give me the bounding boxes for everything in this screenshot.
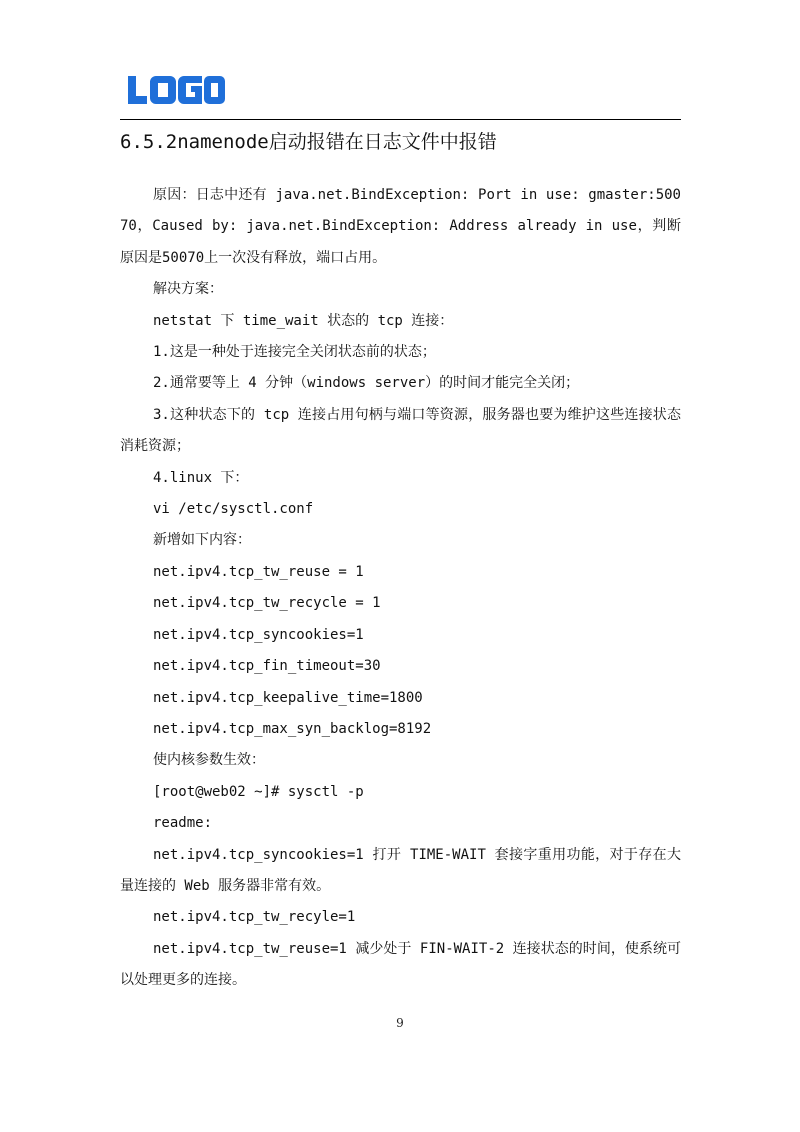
code-line: net.ipv4.tcp_syncookies=1: [153, 626, 364, 643]
section-title: 6.5.2namenode启动报错在日志文件中报错: [120, 131, 497, 153]
code-line: vi /etc/sysctl.conf: [153, 501, 314, 518]
code-line: net.ipv4.tcp_keepalive_time=1800: [153, 689, 423, 706]
paragraph: 新增如下内容：: [153, 532, 251, 549]
code-line: [root@web02 ~]# sysctl -p: [153, 783, 364, 800]
paragraph: netstat 下 time_wait 状态的 tcp 连接：: [153, 312, 454, 329]
logo: [126, 73, 226, 107]
code-line: net.ipv4.tcp_tw_reuse = 1: [153, 563, 364, 580]
code-line: net.ipv4.tcp_tw_recycle = 1: [153, 595, 381, 612]
list-item: 1.这是一种处于连接完全关闭状态前的状态；: [153, 344, 436, 361]
header-divider: [120, 119, 681, 120]
list-item: 3.这种状态下的 tcp 连接占用句柄与端口等资源，服务器也要为维护这些连接状态消耗资源；: [120, 406, 681, 455]
paragraph-solution-heading: 解决方案：: [153, 281, 223, 298]
paragraph: net.ipv4.tcp_tw_reuse=1 减少处于 FIN-WAIT-2 连接状态的时间，使系统可以处理更多的连接。: [120, 940, 681, 989]
document-body: [120, 180, 681, 997]
code-line: net.ipv4.tcp_max_syn_backlog=8192: [153, 720, 432, 737]
paragraph: net.ipv4.tcp_syncookies=1 打开 TIME-WAIT 套接字重用功能，对于存在大量连接的 Web 服务器非常有效。: [120, 846, 681, 894]
list-item: 2.通常要等上 4 分钟（windows server）的时间才能完全关闭；: [153, 375, 580, 392]
code-line: net.ipv4.tcp_fin_timeout=30: [153, 658, 381, 675]
page-number: 9: [396, 1016, 404, 1030]
paragraph-cause: 原因：日志中还有 java.net.BindException: Port in use: gmaster:50070，Caused by: java.net.BindException: Address already in use，判断原因是50070上一次没有释放，端口占用。: [120, 187, 681, 266]
code-line: net.ipv4.tcp_tw_recyle=1: [153, 909, 356, 926]
paragraph: readme:: [153, 815, 213, 832]
paragraph: 使内核参数生效：: [153, 752, 265, 769]
logo-graphic: [126, 73, 226, 107]
list-item: 4.linux 下：: [153, 469, 249, 486]
